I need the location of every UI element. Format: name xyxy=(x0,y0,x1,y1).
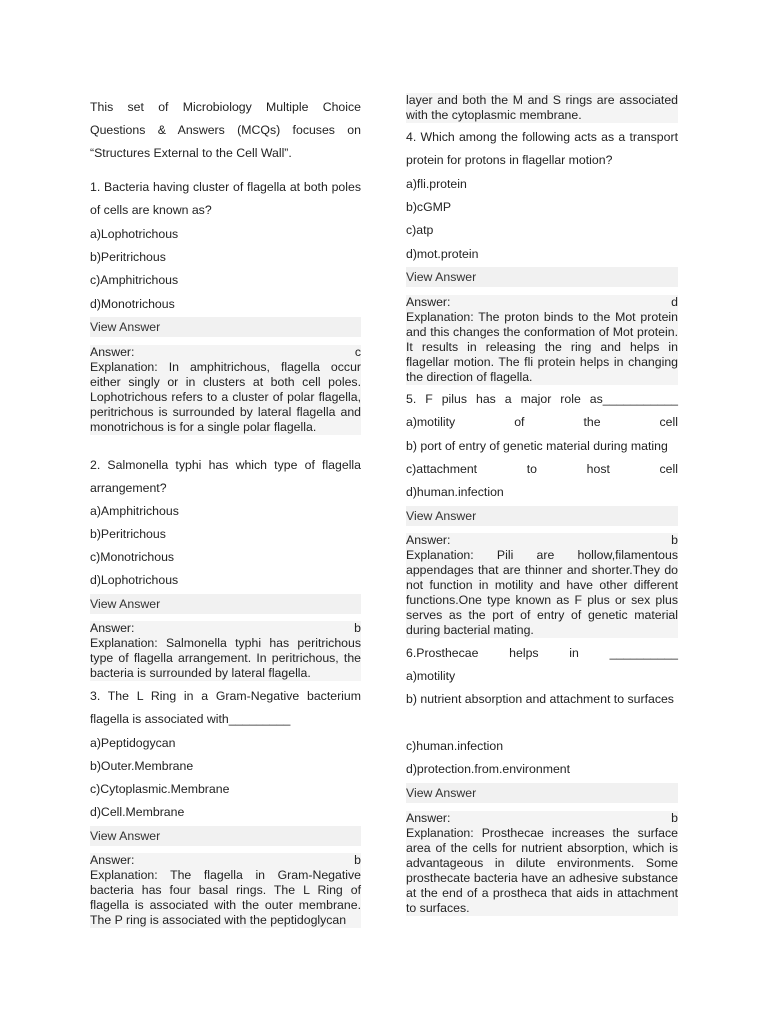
q4-answer-label: Answer: xyxy=(406,295,451,309)
q4-option-c[interactable]: c)atp xyxy=(406,223,434,237)
q6-view-answer-button[interactable]: View Answer xyxy=(406,783,678,803)
q5-option-a-word-3: the xyxy=(583,415,601,429)
q4-option-a[interactable]: a)fli.protein xyxy=(406,177,467,191)
q6-answer-value: b xyxy=(671,811,678,825)
q2-answer-box xyxy=(90,621,361,681)
q1-answer-box xyxy=(90,345,361,435)
q1-option-d[interactable]: d)Monotrichous xyxy=(90,297,175,311)
q5-answer-box xyxy=(406,533,678,638)
q6-explanation: Explanation: Prosthecae increases the surface area of the cells for nutrient absorption, which is advantageous in dilute environments. Some prosthecate bacteria have an adhesive substance at the end of a prostheca that aids in attachment to surfaces. xyxy=(406,826,678,915)
q2-answer-value: b xyxy=(354,621,361,635)
q5-explanation: Explanation: Pili are hollow,filamentous appendages that are thinner and shorter.They do not function in motility and have other different functions.One type known as F plus or sex plus serves as the port of entry of genetic material during bacterial mating. xyxy=(406,548,678,637)
q1-answer-label: Answer: xyxy=(90,345,135,359)
q6-question: 6.Prosthecae helps in __________ xyxy=(406,646,678,660)
q6-option-d[interactable]: d)protection.from.environment xyxy=(406,762,571,776)
q3-option-b[interactable]: b)Outer.Membrane xyxy=(90,759,194,773)
q2-option-d[interactable]: d)Lophotrichous xyxy=(90,573,179,587)
q2-option-b[interactable]: b)Peritrichous xyxy=(90,527,166,541)
q3-answer-label: Answer: xyxy=(90,853,135,867)
q6-answer-row xyxy=(406,811,678,826)
q2-question: 2. Salmonella typhi has which type of flagella arrangement? xyxy=(90,458,361,495)
q3-explanation-continued: layer and both the M and S rings are associated with the cytoplasmic membrane. xyxy=(406,93,678,122)
q3-answer-box xyxy=(90,853,361,928)
q5-option-c[interactable] xyxy=(406,458,678,481)
q4-explanation: Explanation: The proton binds to the Mot protein and this changes the conformation of Mot protein. It results in releasing the ring and helps in flagellar motion. The fli protein helps in changing the direction of flagella. xyxy=(406,310,678,384)
q2-answer-label: Answer: xyxy=(90,621,135,635)
q1-question: 1. Bacteria having cluster of flagella at both poles of cells are known as? xyxy=(90,180,361,217)
q6-option-a[interactable]: a)motility xyxy=(406,669,456,683)
q1-option-c[interactable]: c)Amphitrichous xyxy=(90,273,179,287)
q2-view-answer-button[interactable]: View Answer xyxy=(90,594,361,614)
q5-option-b[interactable]: b) port of entry of genetic material during mating xyxy=(406,439,668,453)
q2-option-c[interactable]: c)Monotrichous xyxy=(90,550,175,564)
q2-answer-row xyxy=(90,621,361,636)
q1-option-b[interactable]: b)Peritrichous xyxy=(90,250,166,264)
q6-option-c[interactable]: c)human.infection xyxy=(406,739,504,753)
q2-explanation: Explanation: Salmonella typhi has peritrichous type of flagella arrangement. In peritrichous, the bacteria is surrounded by lateral flagella. xyxy=(90,636,361,680)
q4-option-d[interactable]: d)mot.protein xyxy=(406,247,479,261)
q3-question: 3. The L Ring in a Gram-Negative bacterium flagella is associated with_________ xyxy=(90,689,361,726)
q1-view-answer-button[interactable]: View Answer xyxy=(90,317,361,337)
q1-answer-value: c xyxy=(354,345,361,359)
q3-view-answer-button[interactable]: View Answer xyxy=(90,826,361,846)
q4-answer-box xyxy=(406,295,678,385)
q3-answer-row xyxy=(90,853,361,868)
q4-view-answer-button[interactable]: View Answer xyxy=(406,267,678,287)
q5-option-d[interactable]: d)human.infection xyxy=(406,485,504,499)
q3-explanation: Explanation: The flagella in Gram-Negative bacteria has four basal rings. The L Ring of flagella is associated with the outer membrane. The P ring is associated with the peptidoglycan xyxy=(90,868,361,927)
q2-option-a[interactable]: a)Amphitrichous xyxy=(90,504,179,518)
q5-option-a-word-1: a)motility xyxy=(406,415,456,429)
q4-answer-row xyxy=(406,295,678,310)
q1-explanation: Explanation: In amphitrichous, flagella occur either singly or in clusters at both cell poles. Lophotrichous refers to a cluster of polar flagella, peritrichous is surrounded by lateral flagella and monotrichous is for a single polar flagella. xyxy=(90,360,361,434)
q3-option-c[interactable]: c)Cytoplasmic.Membrane xyxy=(90,782,230,796)
q4-option-b[interactable]: b)cGMP xyxy=(406,200,452,214)
q5-view-answer-button[interactable]: View Answer xyxy=(406,506,678,526)
q5-option-c-word-2: to xyxy=(526,462,537,476)
q6-option-b[interactable]: b) nutrient absorption and attachment to surfaces xyxy=(406,692,674,706)
q3-answer-value: b xyxy=(354,853,361,867)
q5-option-a-word-4: cell xyxy=(659,415,678,429)
q1-answer-row xyxy=(90,345,361,360)
q5-option-a-word-2: of xyxy=(514,415,525,429)
q5-answer-label: Answer: xyxy=(406,533,451,547)
intro-paragraph: This set of Microbiology Multiple Choice Questions & Answers (MCQs) focuses on “Structures External to the Cell Wall”. xyxy=(90,100,361,160)
q4-answer-value: d xyxy=(671,295,678,309)
q5-option-c-word-4: cell xyxy=(659,462,678,476)
q5-option-c-word-3: host xyxy=(586,462,610,476)
q1-option-a[interactable]: a)Lophotrichous xyxy=(90,227,179,241)
q5-question: 5. F pilus has a major role as___________ xyxy=(406,392,678,406)
q5-answer-row xyxy=(406,533,678,548)
q3-option-d[interactable]: d)Cell.Membrane xyxy=(90,805,185,819)
q3-option-a[interactable]: a)Peptidogycan xyxy=(90,736,176,750)
q5-option-a[interactable] xyxy=(406,411,678,434)
q6-answer-label: Answer: xyxy=(406,811,451,825)
q5-option-c-word-1: c)attachment xyxy=(406,462,478,476)
q4-question: 4. Which among the following acts as a transport protein for protons in flagellar motion? xyxy=(406,130,678,167)
q6-answer-box xyxy=(406,811,678,916)
q5-answer-value: b xyxy=(671,533,678,547)
